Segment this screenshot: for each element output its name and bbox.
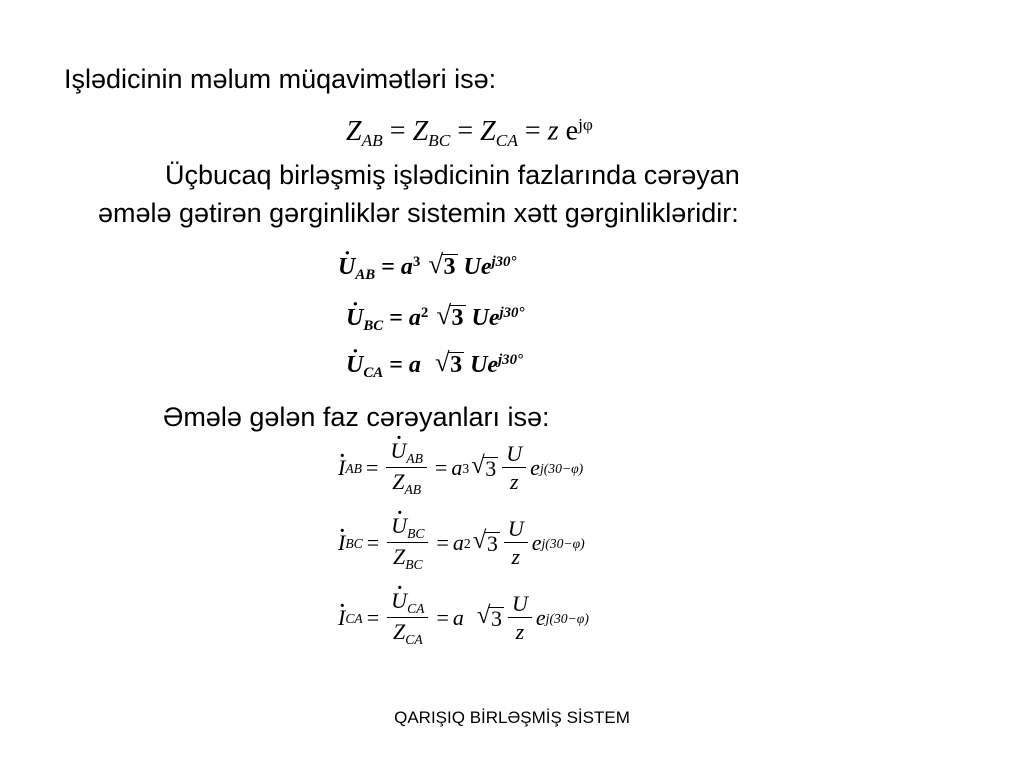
power: 3 — [462, 460, 470, 476]
voltage-equation-ca — [346, 346, 524, 382]
fraction-u-over-z: · $\frac{U_{CA}}{Z_{CA}}$ — [387, 590, 428, 647]
equals-sign: = — [389, 352, 403, 378]
z-magnitude: z — [547, 115, 559, 147]
exponent: j30° — [498, 351, 524, 368]
voltage-equation-ab — [338, 248, 517, 284]
equals-sign: = — [524, 115, 541, 147]
equals-sign: = — [434, 455, 448, 481]
equals-sign: = — [366, 605, 380, 631]
exponent: j30° — [491, 253, 517, 270]
coef-a: a — [408, 305, 421, 331]
equals-sign: = — [436, 605, 449, 631]
equals-sign: = — [436, 530, 449, 556]
euler-e: e — [530, 455, 540, 481]
sqrt-three: √ 3 — [436, 299, 464, 331]
u-dot: · U — [346, 306, 363, 330]
u-e: Ue — [463, 254, 492, 280]
subscript: AB — [355, 267, 376, 284]
subscript: CA — [345, 610, 363, 626]
exponent: j(30−φ) — [545, 610, 589, 626]
z-ab: $Z_{AB}$ — [346, 115, 383, 150]
current-equation-ab — [338, 440, 583, 497]
euler-e: e — [565, 115, 579, 147]
power: 3 — [412, 253, 421, 270]
euler-e: e — [531, 530, 542, 556]
coef-a: a — [452, 530, 464, 556]
current-equation-bc — [338, 515, 585, 572]
subscript: BC — [345, 535, 363, 551]
impedance-equation — [346, 116, 593, 149]
text-line-triangle: Üçbucaq birləşmiş işlədicinin fazlarında cərəyan — [165, 160, 740, 190]
z-bc: $Z_{BC}$ — [412, 115, 451, 150]
equals-sign: = — [381, 254, 395, 280]
slide-footer: QARIŞIQ BİRLƏŞMİŞ SİSTEM — [394, 708, 630, 727]
fraction-u-over-z-small: $\frac{U}{z}$ — [508, 593, 532, 643]
u-dot: · U — [346, 353, 363, 377]
voltage-equation-bc — [346, 299, 525, 335]
equals-sign: = — [457, 115, 474, 147]
subscript: CA — [363, 365, 384, 382]
i-dot: · I — [338, 457, 345, 479]
power: 2 — [463, 535, 471, 551]
u-e: Ue — [471, 305, 500, 331]
equals-sign: = — [366, 530, 380, 556]
coef-a: a — [400, 254, 413, 280]
current-equation-ca — [338, 590, 589, 647]
coef-a: a — [451, 455, 463, 481]
exponent: j(30−φ) — [541, 535, 585, 551]
equals-sign: = — [389, 305, 403, 331]
u-e: Ue — [470, 352, 499, 378]
subscript: BC — [363, 318, 384, 335]
fraction-u-over-z-small: $\frac{U}{z}$ — [504, 518, 528, 568]
sqrt-three: √ 3 — [476, 601, 502, 631]
coef-a: a — [452, 605, 464, 631]
fraction-u-over-z: · $\frac{U_{AB}}{Z_{AB}}$ — [386, 440, 427, 497]
fraction-u-over-z: · $\frac{U_{BC}}{Z_{BC}}$ — [387, 515, 428, 572]
i-dot: · I — [338, 532, 345, 554]
i-dot: · I — [338, 607, 345, 629]
text-line-voltages: əmələ gətirən gərginliklər sistemin xətt gərginlikləridir: — [98, 198, 739, 228]
fraction-u-over-z-small: $\frac{U}{z}$ — [502, 443, 526, 493]
u-dot: · U — [338, 255, 355, 279]
z-ca: $Z_{CA}$ — [480, 115, 518, 150]
exponent: jφ — [578, 115, 593, 134]
sqrt-three: √ 3 — [428, 248, 456, 280]
equals-sign: = — [365, 455, 379, 481]
coef-a: a — [408, 352, 421, 378]
text-line-currents: Əmələ gələn faz cərəyanları isə: — [163, 402, 550, 432]
subscript: AB — [345, 460, 362, 476]
sqrt-three: √ 3 — [471, 451, 497, 481]
exponent: j(30−φ) — [539, 460, 584, 476]
text-line-resistances: Işlədicinin məlum müqavimətləri isə: — [64, 64, 497, 94]
equals-sign: = — [389, 115, 406, 147]
euler-e: e — [535, 605, 546, 631]
sqrt-three: √ 3 — [472, 526, 498, 556]
exponent: j30° — [499, 304, 525, 321]
power: 2 — [420, 304, 429, 321]
sqrt-three: √ 3 — [434, 346, 463, 378]
